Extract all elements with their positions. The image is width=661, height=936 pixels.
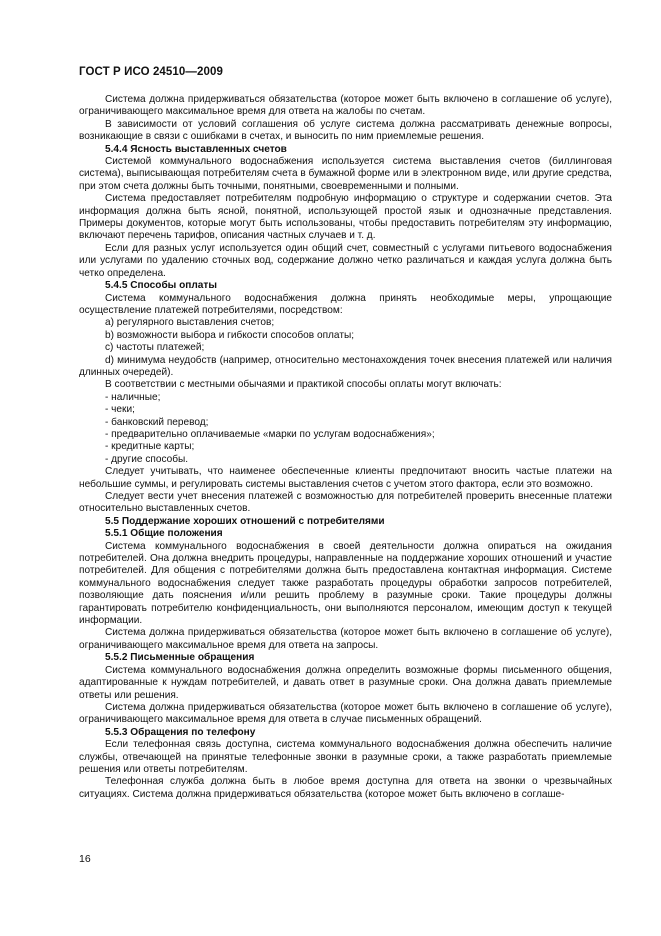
paragraph: Следует учитывать, что наименее обеспеченные клиенты предпочитают вносить частые платежи на небольшие суммы, и регулировать системы выставления счетов с учетом этого фактора, если это возможно. — [79, 466, 612, 490]
list-item: - кредитные карты; — [105, 441, 195, 453]
paragraph: Следует вести учет внесения платежей с возможностью для потребителей проверить внесенные платежи относительно выставленных счетов. — [79, 491, 612, 515]
list-item: - чеки; — [105, 404, 135, 416]
paragraph: Система коммунального водоснабжения должна определить возможные формы письменного общения, адаптированные к нуждам потребителей, и давать ответ в разумные сроки. Она должна давать приемлемые ответы или решения. — [79, 664, 612, 701]
list-item: - банковский перевод; — [105, 416, 209, 428]
paragraph: Система должна придерживаться обязательства (которое может быть включено в соглашение об услуге), ограничивающего максимальное время для ответа на запросы. — [79, 627, 612, 651]
section-heading: 5.4.4 Ясность выставленных счетов — [105, 143, 287, 155]
paragraph: Система коммунального водоснабжения должна принять необходимые меры, упрощающие осуществление платежей потребителями, посредством: — [79, 292, 612, 316]
paragraph: Система предоставляет потребителям подробную информацию о структуре и содержании счетов. Эта информация должна быть ясной, понятной, использующей простой язык и однозначные представления. Примеры документов, которые могут быть использованы, чтобы предоставить потребителям эту информацию, включают перечень тарифов, описания частных случаев и т. д. — [79, 193, 612, 242]
section-heading: 5.5.1 Общие положения — [105, 528, 223, 540]
paragraph: Если телефонная связь доступна, система коммунального водоснабжения должна обеспечить наличие службы, отвечающей на принятые телефонные звонки в разумные сроки, а также разработать приемлемые решения или ответы потребителям. — [79, 739, 612, 775]
paragraph: Система должна придерживаться обязательства (которое может быть включено в соглашение об услуге), ограничивающего максимальное время для ответа в случае письменных обращений. — [79, 701, 612, 726]
paragraph: Телефонная служба должна быть в любое время доступна для ответа на звонки о чрезвычайных ситуациях. Система должна придерживаться обязательства (которое может быть включено в соглаше- — [79, 776, 612, 800]
list-item: - наличные; — [105, 391, 161, 403]
list-item: - предварительно оплачиваемые «марки по услугам водоснабжения»; — [105, 428, 435, 440]
list-item: - другие способы. — [105, 453, 189, 465]
paragraph: В зависимости от условий соглашения об услуге система должна рассматривать денежные вопросы, возникающие в связи с ошибками в счетах, и выносить по ним приемлемые решения. — [79, 118, 612, 143]
paragraph: В соответствии с местными обычаями и практикой способы оплаты могут включать: — [105, 379, 502, 391]
list-item: c) частоты платежей; — [105, 342, 205, 354]
paragraph: Системой коммунального водоснабжения используется система выставления счетов (биллинговая система), выписывающая потребителям счета в бумажной форме или в электронном виде, или другие средства, при этом счета должны быть точными, понятными, своевременными и полными. — [79, 156, 612, 192]
document-header: ГОСТ Р ИСО 24510—2009 — [79, 66, 224, 78]
paragraph: Если для разных услуг используется один общий счет, совместный с услугами питьевого водоснабжения или услугами по удалению сточных вод, содержание должно четко различаться и каждая услуга должна быть четко определена. — [79, 242, 612, 279]
section-heading: 5.5.3 Обращения по телефону — [105, 726, 256, 738]
page-number: 16 — [79, 853, 91, 865]
section-heading: 5.5.2 Письменные обращения — [105, 652, 255, 664]
list-item: b) возможности выбора и гибкости способов оплаты; — [105, 329, 354, 341]
list-item: d) минимума неудобств (например, относительно местонахождения точек внесения платежей или наличия длинных очередей). — [79, 354, 612, 378]
paragraph: Система коммунального водоснабжения в своей деятельности должна опираться на ожидания потребителей. Она должна внедрить процедуры, направленные на поддержание хороших отношений и участие потребителей. Для общения с потребителями должна быть предоставлена контактная информация. Системе коммунального водоснабжения следует также разработать процедуры обработки запросов потребителей, позволяющие дать пояснения и/или решить проблему в разумные сроки. Такие процедуры должны гарантировать потребителю конфиденциальность, они выполняются персоналом, имеющим доступ к текущей информации. — [79, 540, 612, 627]
document-body — [79, 94, 612, 801]
section-heading: 5.5 Поддержание хороших отношений с потребителями — [105, 515, 385, 527]
list-item: a) регулярного выставления счетов; — [105, 317, 275, 329]
paragraph: Система должна придерживаться обязательства (которое может быть включено в соглашение об услуге), ограничивающего максимальное время для ответа на жалобы по счетам. — [79, 94, 612, 118]
section-heading: 5.4.5 Способы оплаты — [105, 280, 217, 292]
